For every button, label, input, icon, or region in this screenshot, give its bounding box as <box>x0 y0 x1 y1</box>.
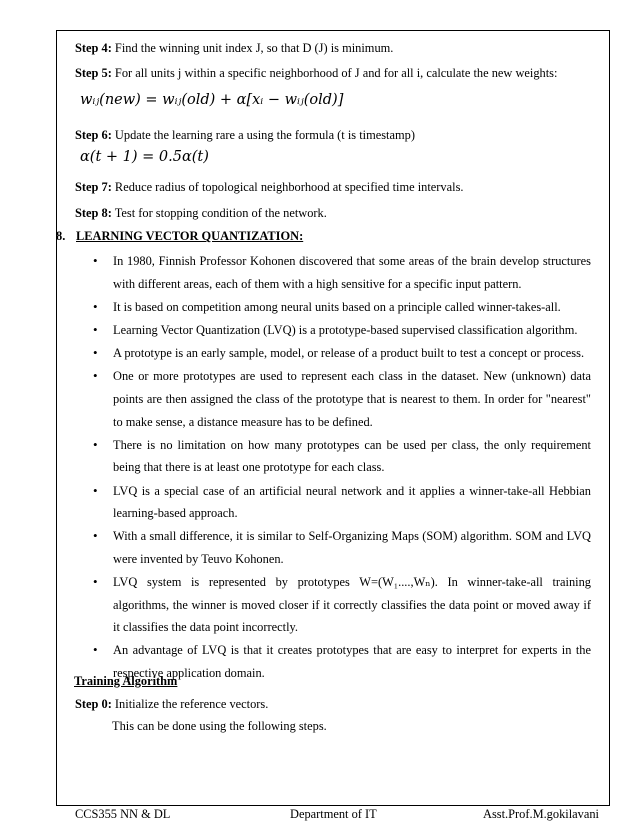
step-7: Step 7: Reduce radius of topological neighborhood at specified time intervals. <box>75 180 464 194</box>
step-6: Step 6: Update the learning rare a using the formula (t is timestamp) <box>75 128 415 142</box>
list-item: • With a small difference, it is similar to Self-Organizing Maps (SOM) algorithm. SOM and LVQ were invented by Teuvo Kohonen. <box>93 525 591 570</box>
footer-left: CCS355 NN & DL <box>75 807 171 821</box>
weight-update-formula: wᵢⱼ(new) = wᵢⱼ(old) + α[xᵢ − wᵢⱼ(old)] <box>80 92 344 108</box>
list-item: • There is no limitation on how many prototypes can be used per class, the only requirement being that there is at least one prototype for each class. <box>93 434 591 479</box>
list-item: • LVQ is a special case of an artificial neural network and it applies a winner-take-all Hebbian learning-based approach. <box>93 480 591 525</box>
list-item: • It is based on competition among neural units based on a principle called winner-takes-all. <box>93 296 591 319</box>
step-0: Step 0: Initialize the reference vectors. <box>75 697 269 711</box>
learning-rate-formula: α(t + 1) = 0.5α(t) <box>80 149 209 165</box>
list-item: • An advantage of LVQ is that it creates prototypes that are easy to interpret for experts in the respective application domain. <box>93 639 591 684</box>
list-item: • In 1980, Finnish Professor Kohonen discovered that some areas of the brain develop structures with different areas, each of them with a high sensitive for a specific input pattern. <box>93 250 591 295</box>
bullet-list <box>93 250 591 685</box>
list-item: • A prototype is an early sample, model, or release of a product built to test a concept or process. <box>93 342 591 365</box>
step-4: Step 4: Find the winning unit index J, so that D (J) is minimum. <box>75 41 394 55</box>
step-0-subtext: This can be done using the following steps. <box>112 719 327 733</box>
footer-right: Asst.Prof.M.gokilavani <box>483 807 599 821</box>
list-item: • LVQ system is represented by prototypes W=(W₁....,Wₙ). In winner-take-all training algorithms, the winner is moved closer if it correctly classifies the data point or moved away if it classifies the data point incorrectly. <box>93 571 591 639</box>
footer-center: Department of IT <box>290 807 377 821</box>
training-algorithm-title: Training Algorithm <box>74 674 178 688</box>
section-heading: 8. LEARNING VECTOR QUANTIZATION: <box>56 229 304 243</box>
list-item: • One or more prototypes are used to represent each class in the dataset. New (unknown) data points are then assigned the class of the prototype that is nearest to them. In order for "nearest" to make sense, a distance measure has to be defined. <box>93 365 591 433</box>
list-item: • Learning Vector Quantization (LVQ) is a prototype-based supervised classification algorithm. <box>93 319 591 342</box>
step-5: Step 5: For all units j within a specific neighborhood of J and for all i, calculate the new weights: <box>75 66 558 80</box>
step-8: Step 8: Test for stopping condition of the network. <box>75 206 327 220</box>
